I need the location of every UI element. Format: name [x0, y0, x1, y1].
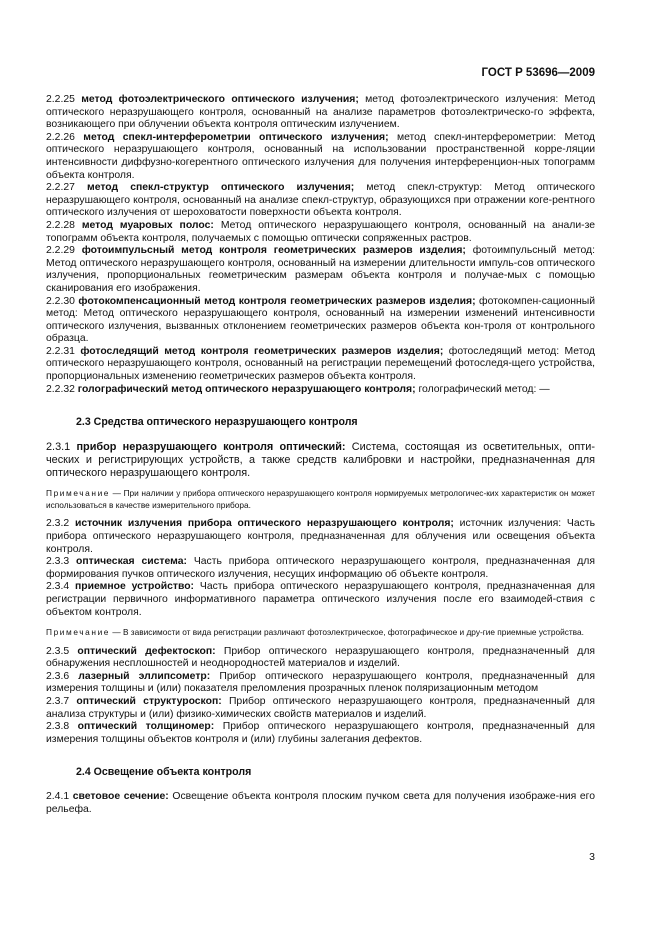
- definition-text: Прибор оптического неразрушающего контроля, предназначенный для измерения толщины и (или) показателя преломления прозрачных пленок поляризационным методом: [46, 670, 595, 695]
- clause-number: 2.3.3: [46, 556, 70, 568]
- term: фотокомпенсационный метод контроля геометрических размеров изделия;: [78, 295, 476, 307]
- term: метод спекл-интерферометрии оптического излучения;: [83, 131, 389, 143]
- definition-paragraph: [46, 94, 595, 132]
- definition-paragraph: [46, 791, 595, 816]
- definition-paragraph: [46, 671, 595, 696]
- term: приемное устройство:: [75, 581, 195, 593]
- note-label: Примечание: [46, 487, 111, 498]
- definition-text: метод спекл-интерферометрии: Метод оптического неразрушающего контроля, основанный на использовании пространственной корре-ляции интенсивности диффузно-когерентного оптического излучения для получения интерференцион-ных топограмм объекта контроля.: [46, 131, 595, 181]
- clause-number: 2.2.25: [46, 94, 75, 105]
- definition-text: Прибор оптического неразрушающего контроля, предназначенный для измерения толщины объектов контроля и (или) глубины залегания дефектов.: [46, 721, 596, 745]
- term: оптическая система:: [76, 556, 187, 568]
- clause-number: 2.3.2: [46, 518, 70, 530]
- definition-text: Прибор оптического неразрушающего контроля, предназначенный для анализа структуры и (или) физико-химических свойств материалов и изделий.: [46, 695, 595, 720]
- definition-text: фотоследящий метод: Метод оптического неразрушающего контроля, основанный на регистрации перемещений фотоследя-щего устройства, пропорциональных изменению геометрических размеров объекта контроля.: [46, 345, 595, 383]
- definition-paragraph: [46, 346, 595, 384]
- clause-number: 2.3.7: [46, 695, 70, 707]
- definition-paragraph: [46, 518, 595, 556]
- term: метод фотоэлектрического оптического излучения;: [81, 94, 359, 105]
- term: лазерный эллипсометр:: [78, 670, 211, 682]
- clause-number: 2.4.1: [46, 791, 70, 803]
- term: оптический дефектоскоп:: [77, 645, 216, 657]
- definition-paragraph: [46, 220, 595, 245]
- note-label: Примечание: [46, 627, 111, 638]
- definition-paragraph: [46, 132, 595, 182]
- clause-number: 2.2.27: [46, 182, 75, 194]
- section-heading: 2.4 Освещение объекта контроля: [76, 766, 252, 779]
- term: прибор неразрушающего контроля оптический:: [76, 441, 346, 454]
- clause-number: 2.3.1: [46, 441, 71, 454]
- definition-text: Часть прибора оптического неразрушающего контроля, предназначенная для регистрации первичного информативного параметра оптического излучения после его взаимодей-ствия с объектом контроля.: [46, 581, 595, 618]
- definition-paragraph: [46, 384, 595, 397]
- term: световое сечение:: [72, 791, 169, 803]
- definition-text: Система, состоящая из осветительных, опти-ческих и регистрирующих устройств, а также средств калибровки и настройки, предназначенная для оптического неразрушающего контроля.: [46, 441, 596, 479]
- term: источник излучения прибора оптического неразрушающего контроля;: [74, 518, 454, 530]
- term: метод спекл-структур оптического излучения;: [87, 182, 355, 194]
- clause-number: 2.3.4: [46, 581, 70, 593]
- term: метод муаровых полос:: [81, 219, 214, 231]
- definition-paragraph: [46, 182, 595, 220]
- document-header: ГОСТ Р 53696—2009: [481, 67, 595, 79]
- clause-number: 2.3.5: [46, 645, 70, 657]
- definition-text: Освещение объекта контроля плоским пучком света для получения изображе-ния его рельефа.: [46, 791, 596, 815]
- term: оптический толщиномер:: [77, 721, 215, 733]
- definition-text: голографический метод: —: [418, 383, 550, 395]
- definition-paragraph: [46, 556, 595, 581]
- definition-text: источник излучения: Часть прибора оптического неразрушающего контроля, предназначенная для облучения или освещения объекта контроля.: [46, 518, 596, 555]
- definition-text: метод спекл-структур: Метод оптического неразрушающего контроля, основанный на анализе спекл-структур, образующихся при отражении коге-рентного оптического излучения от шероховатости поверхности объекта контроля.: [46, 182, 595, 219]
- definition-paragraph: [46, 245, 595, 295]
- definition-paragraph: [46, 696, 595, 721]
- page-number: 3: [589, 851, 595, 863]
- definition-text: фотоимпульсный метод: Метод оптического неразрушающего контроля, основанный на измерении длительности импуль-сов оптического излучения, пропорциональных геометрическим размерам объекта контроля и получае-мых с помощью сканирования его изображения.: [46, 245, 595, 294]
- term: фотоимпульсный метод контроля геометрических размеров изделия;: [81, 245, 466, 257]
- definition-text: Метод оптического неразрушающего контроля, основанный на анали-зе топограмм объекта контроля, получаемых с помощью оптически сопряженных растров.: [46, 219, 596, 244]
- definition-text: Часть прибора оптического неразрушающего контроля, предназначенная для формирования пучков оптического излучения, несущих информацию об объекте контроля.: [46, 556, 595, 580]
- definition-paragraph: [46, 296, 595, 346]
- note: [46, 487, 595, 512]
- document-body: [46, 94, 595, 817]
- clause-number: 2.2.32: [46, 383, 75, 395]
- note-text: — В зависимости от вида регистрации различают фотоэлектрическое, фотографическое и дру-гие приемные устройства.: [112, 627, 584, 638]
- definition-text: метод фотоэлектрического излучения: Метод оптического неразрушающего контроля, основанный на анализе параметров фотоэлектрическо-го эффекта, возникающего при облучении объекта контроля оптическим излучением.: [46, 94, 596, 131]
- note-text: — При наличии у прибора оптического неразрушающего контроля нормируемых метрологичес-ких характеристик он может использоваться в качестве измерительного прибора.: [46, 487, 595, 511]
- clause-number: 2.2.26: [46, 131, 75, 143]
- definition-paragraph: [46, 581, 595, 619]
- clause-number: 2.3.8: [46, 721, 70, 733]
- clause-number: 2.2.31: [46, 345, 75, 357]
- definition-paragraph: [46, 441, 595, 479]
- clause-number: 2.2.30: [46, 295, 75, 307]
- note: [46, 626, 595, 638]
- definition-text: фотокомпен-сационный метод: Метод оптического неразрушающего контроля, основанный на измерении изменений интенсивности оптического излучения, вызванных отклонением геометрических размеров объекта кон-троля от контрольного образца.: [46, 295, 595, 345]
- section-heading: 2.3 Средства оптического неразрушающего контроля: [76, 416, 358, 429]
- term: фотоследящий метод контроля геометрических размеров изделия;: [80, 345, 444, 357]
- clause-number: 2.2.28: [46, 219, 75, 231]
- clause-number: 2.3.6: [46, 670, 70, 682]
- definition-text: Прибор оптического неразрушающего контроля, предназначенный для обнаружения несплошностей и неоднородностей материалов и изделий.: [46, 645, 596, 670]
- definition-paragraph: [46, 646, 595, 671]
- clause-number: 2.2.29: [46, 245, 75, 257]
- term: оптический структуроскоп:: [76, 695, 222, 707]
- term: голографический метод оптического неразрушающего контроля;: [77, 383, 416, 395]
- definition-paragraph: [46, 721, 595, 746]
